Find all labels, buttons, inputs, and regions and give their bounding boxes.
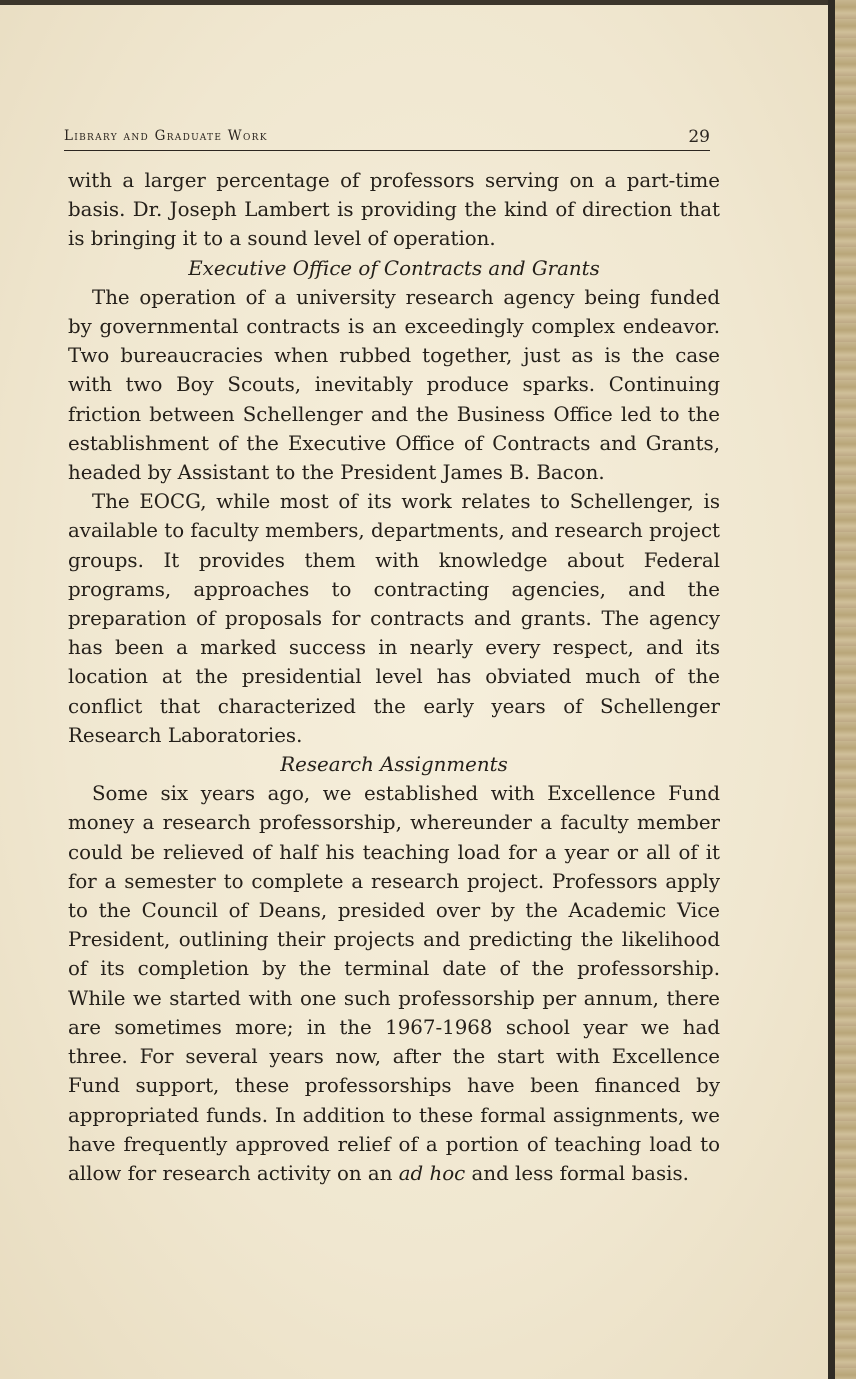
paragraph-research-end: and less formal basis.	[471, 1161, 689, 1185]
page-number: 29	[688, 127, 710, 147]
spine-shadow	[828, 0, 835, 1379]
opening-paragraph: with a larger percentage of professors serving on a part-time basis. Dr. Joseph Lambert is providing the kind of direction that is bringing it to a sound level of operation.	[68, 169, 720, 251]
page-top-edge	[0, 0, 856, 5]
section-heading-contracts-grants: Executive Office of Contracts and Grants	[188, 256, 600, 280]
paragraph-eocg: The EOCG, while most of its work relates to Schellenger, is available to faculty members, departments, and research project groups. It provides them with knowledge about Federal programs, approaches to contracting agencies, and the preparation of proposals for contracts and grants. The agency has been a marked success in nearly every respect, and its location at the presidential level has obviated much of the conflict that characterized the early years of Schellenger Research Laboratories.	[68, 490, 720, 747]
paragraph-research-professorship	[68, 779, 720, 1188]
book-binding	[835, 0, 856, 1379]
paragraph-research-main: Some six years ago, we established with Excellence Fund money a research professorship, whereunder a faculty member could be relieved of half his teaching load for a year or all of it for a semester to complete a research project. Professors apply to the Council of Deans, presided over by the Academic Vice President, outlining their projects and predicting the likelihood of its completion by the terminal date of the professorship. While we started with one such professorship per annum, there are sometimes more; in the 1967-1968 school year we had three. For several years now, after the start with Excellence Fund support, these professorships have been financed by appropriated funds. In addition to these formal assignments, we have frequently approved relief of a portion of teaching load to allow for research activity on an	[68, 782, 720, 1185]
page-header	[64, 126, 710, 151]
section-heading-research-assignments: Research Assignments	[280, 753, 508, 777]
running-head: Library and Graduate Work	[64, 128, 268, 144]
italic-ad-hoc: ad hoc	[398, 1161, 466, 1185]
paragraph-contracts-operation: The operation of a university research agency being funded by governmental contracts is an exceedingly complex endeavor. Two bureaucracies when rubbed together, just as is the case with two Boy Scouts, inevitably produce sparks. Continuing friction between Schellenger and the Business Office led to the establishment of the Executive Office of Contracts and Grants, headed by Assistant to the President James B. Bacon.	[68, 285, 720, 485]
page-body	[68, 166, 720, 1188]
